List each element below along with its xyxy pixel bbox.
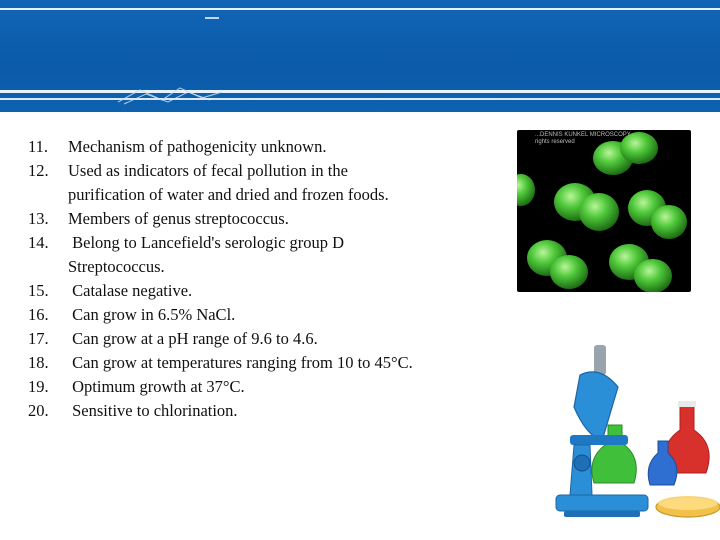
list-text: purification of water and dried and frozen foods. [68,185,389,204]
list-text: Sensitive to chlorination. [68,401,238,420]
header-dash [205,17,219,19]
list-number [28,255,68,279]
micrograph-caption-line2: rights reserved [535,139,575,145]
list-item [28,351,508,375]
list-text: Streptococcus. [68,257,165,276]
list-number: 12. [28,161,49,180]
header-top-line [0,8,720,10]
list-item-continuation [28,255,508,279]
list-item [28,159,508,183]
list-number: 13. [28,209,49,228]
micrograph-caption-line1: ...DENNIS KUNKEL MICROSCOPY... [535,132,636,138]
list-number: 18. [28,353,49,372]
list-text: Belong to Lancefield's serologic group D [68,233,345,252]
list-item [28,375,508,399]
list-text: Mechanism of pathogenicity unknown. [68,137,327,156]
list-item [28,399,508,423]
list-number: 19. [28,377,49,396]
list-number: 16. [28,305,49,324]
list-number [28,183,68,207]
microscope-and-flasks-illustration [530,335,720,540]
faint-watermark-graphic [110,82,230,106]
list-text: Can grow at a pH range of 9.6 to 4.6. [68,329,318,348]
characteristics-list [28,135,508,423]
bacteria-micrograph-image [517,130,691,292]
list-item-continuation [28,183,508,207]
list-item [28,231,508,255]
list-number: 15. [28,281,49,300]
list-text: Members of genus streptococcus. [68,209,289,228]
list-item [28,135,508,159]
list-number: 17. [28,329,49,348]
header-bottom-line [0,90,720,93]
list-text: Can grow in 6.5% NaCl. [68,305,236,324]
list-item [28,303,508,327]
header-bottom-line-2 [0,98,720,100]
list-number: 11. [28,137,49,156]
header-band [0,0,720,112]
list-text: Used as indicators of fecal pollution in the [68,161,348,180]
streptococcus-cells-illustration [517,130,691,292]
list-item [28,279,508,303]
list-number: 14. [28,233,49,252]
micrograph-caption [535,132,635,146]
list-text: Optimum growth at 37°C. [68,377,245,396]
list-number: 20. [28,401,49,420]
list-item [28,207,508,231]
list-text: Catalase negative. [68,281,193,300]
list-text: Can grow at temperatures ranging from 10 to 45°C. [68,353,413,372]
list-item [28,327,508,351]
